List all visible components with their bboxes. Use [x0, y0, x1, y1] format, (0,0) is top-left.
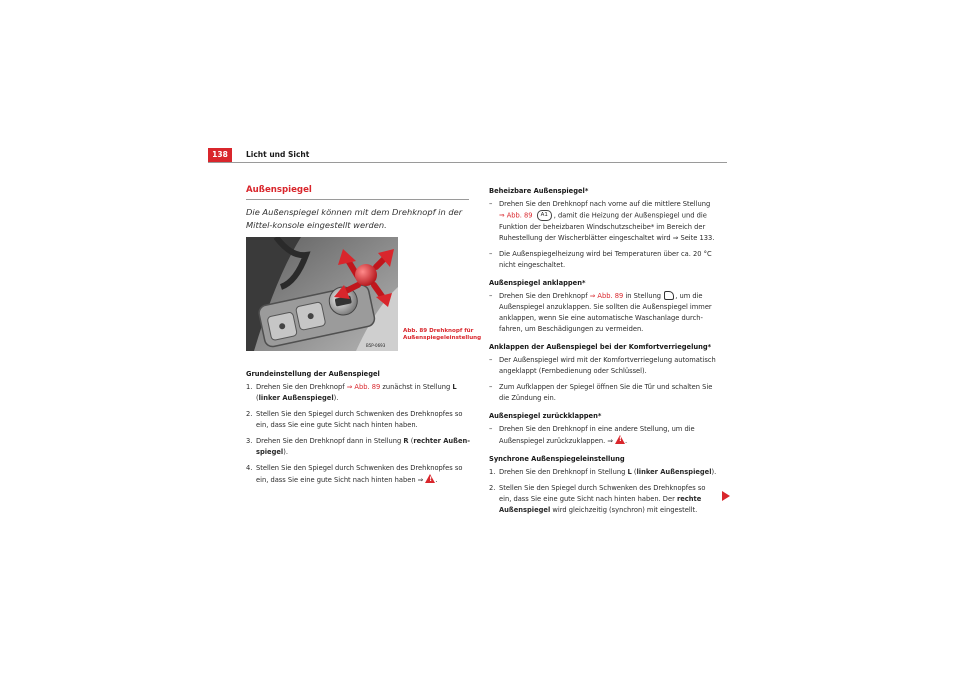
comfort-item-1: – Der Außenspiegel wird mit der Komfortverriegelung automatisch angeklappt (Fernbedienung oder Schlüssel). [489, 355, 716, 375]
step-1: 1. Drehen Sie den Drehknopf ⇒ Abb. 89 zunächst in Stellung L (linker Außenspiegel). [246, 383, 457, 402]
step-4: 4. Stellen Sie den Spiegel durch Schwenken des Drehknopfes so ein, dass Sie eine gute Sicht nach hinten haben ⇒! . [246, 463, 474, 486]
section-title: Außenspiegel [246, 185, 312, 195]
fold-heading: Außenspiegel anklappen* [489, 278, 586, 287]
unfold-heading: Außenspiegel zurückklappen* [489, 411, 602, 420]
section-intro: Die Außenspiegel können mit dem Drehknopf in der Mittel-konsole eingestellt werden. [246, 207, 463, 230]
step-3: 3. Drehen Sie den Drehknopf dann in Stellung R (rechter Außen-spiegel). [246, 437, 471, 456]
mirror-knob-illustration [246, 237, 398, 351]
figure-photo [246, 237, 398, 351]
header-rule [208, 162, 727, 163]
figure-ref-link[interactable]: ⇒ Abb. 89 [589, 291, 624, 300]
figure-ref-link[interactable]: ⇒ Abb. 89 [346, 383, 381, 391]
grundeinstellung-heading: Grundeinstellung der Außenspiegel [246, 370, 380, 378]
figure-caption: Abb. 89 Drehknopf für Außenspiegeleinstellung [403, 328, 482, 341]
sync-step-2: 2. Stellen Sie den Spiegel durch Schwenken des Drehknopfes so ein, dass Sie eine gute Sicht nach hinten haben. Der rechte Außenspiegel wird gleichzeitig (synchron) mit eingestellt. [489, 483, 706, 514]
position-marker: A1 [537, 210, 552, 221]
heated-item-1: – Drehen Sie den Drehknopf nach vorne auf die mittlere Stellung ⇒ Abb. 89 A1 , damit die Heizung der Außenspiegel und die Funktion der beheizbaren Windschutzscheibe* im Bereich der Ruhestellung der Wischerblätter eingeschaltet wird ⇒ Seite 133. [489, 200, 715, 242]
figure-ref-link[interactable]: ⇒ Abb. 89 [499, 211, 533, 220]
warning-icon[interactable] [615, 435, 625, 444]
next-page-arrow-icon[interactable] [722, 491, 730, 501]
step-2: 2. Stellen Sie den Spiegel durch Schwenken des Drehknopfes so ein, dass Sie eine gute Sicht nach hinten haben. [246, 410, 463, 429]
figure-code: B5P-0693 [366, 343, 386, 348]
warning-icon[interactable] [425, 474, 435, 483]
sync-heading: Synchrone Außenspiegeleinstellung [489, 454, 625, 463]
sync-step-1: 1. Drehen Sie den Drehknopf in Stellung L (linker Außenspiegel). [489, 467, 717, 476]
left-column [246, 369, 474, 491]
heated-item-2: – Die Außenspiegelheizung wird bei Temperaturen über ca. 20 °C nicht eingeschaltet. [489, 249, 712, 269]
mirror-fold-icon [664, 291, 674, 300]
chapter-title: Licht und Sicht [246, 150, 310, 159]
page-number: 138 [208, 148, 232, 162]
unfold-item: – Drehen Sie den Drehknopf in eine andere Stellung, um die Außenspiegel zurückzuklappen. ⇒! . [489, 424, 719, 447]
fold-item: – Drehen Sie den Drehknopf ⇒ Abb. 89 in Stellung , um die Außenspiegel anzuklappen. Sie sollten die Außenspiegel immer anklappen, wenn Sie eine automatische Waschanlage durch-fahren, um Beschädigungen zu vermeiden. [489, 291, 712, 333]
right-column [489, 186, 719, 521]
title-rule [246, 199, 469, 200]
comfort-item-2: – Zum Aufklappen der Spiegel öffnen Sie die Tür und schalten Sie die Zündung ein. [489, 382, 713, 402]
comfort-heading: Anklappen der Außenspiegel bei der Komfortverriegelung* [489, 342, 712, 351]
heated-heading: Beheizbare Außenspiegel* [489, 187, 589, 195]
